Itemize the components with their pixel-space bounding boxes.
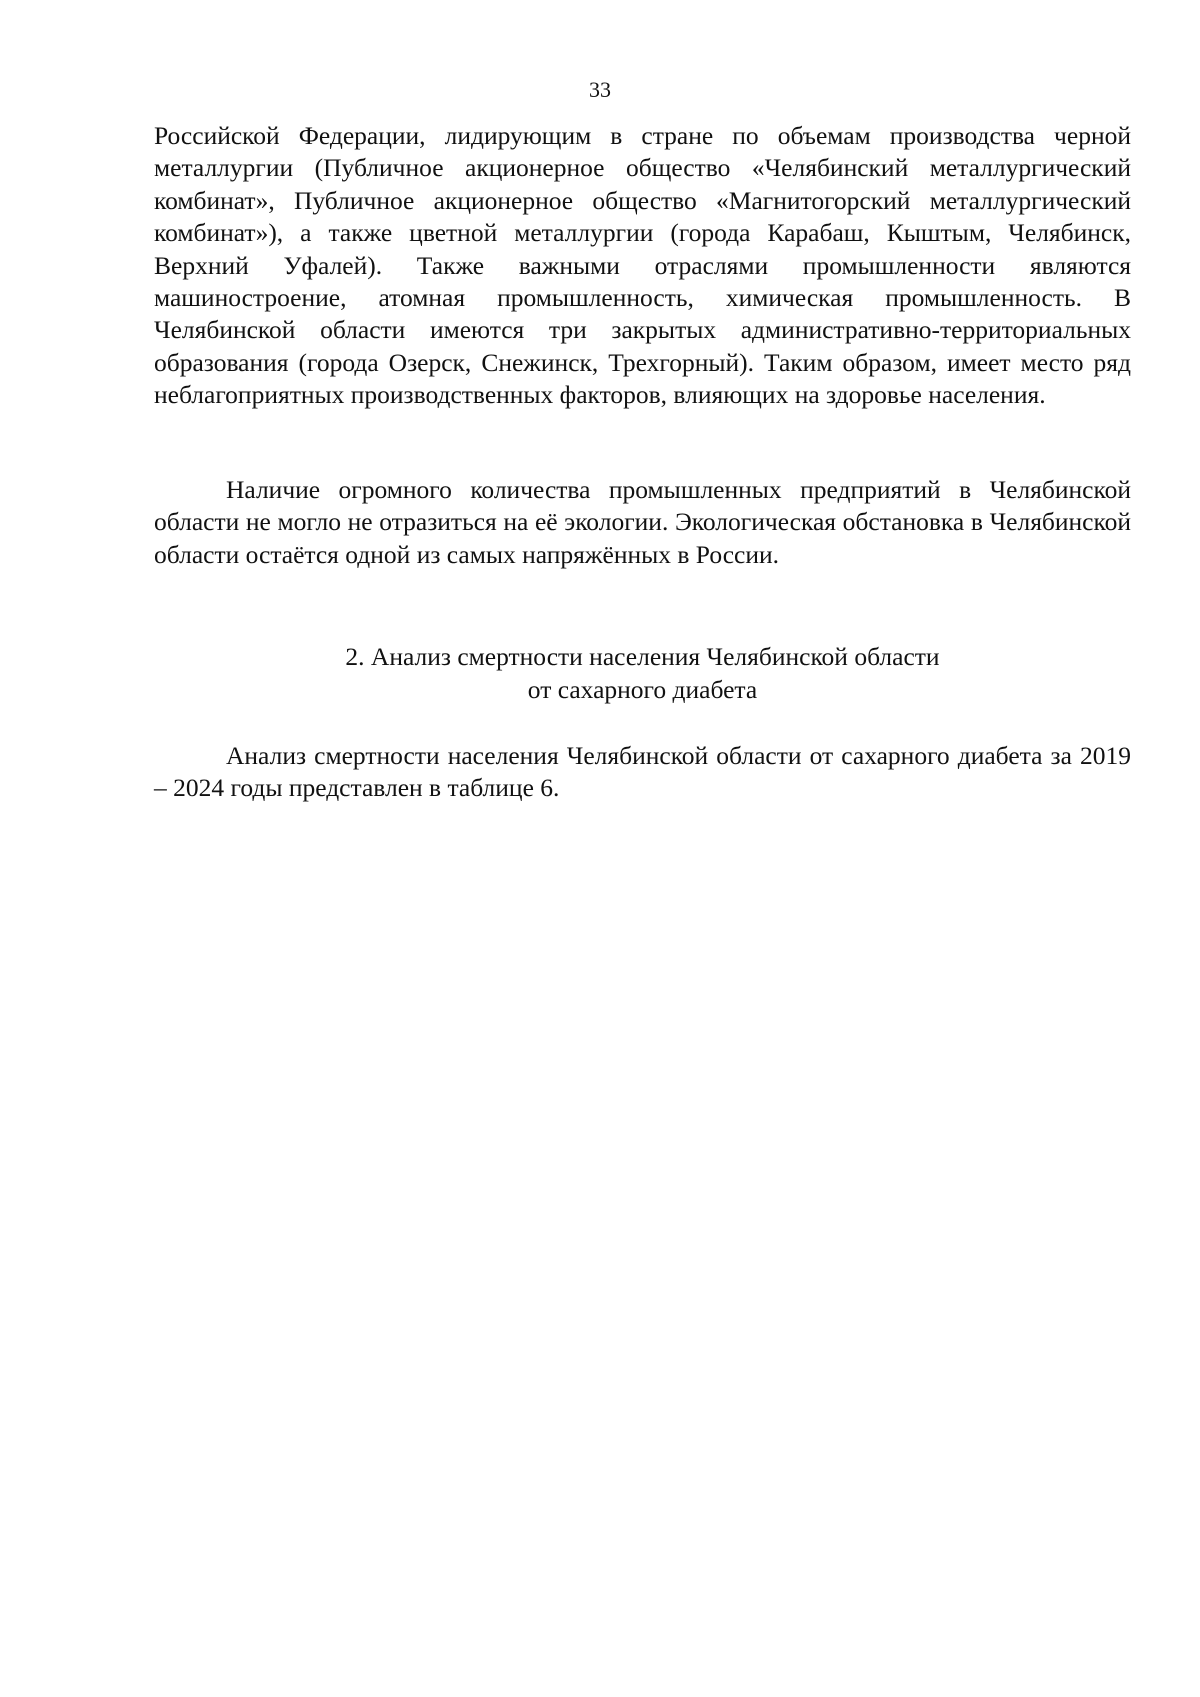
section-heading-line-2: от сахарного диабета — [527, 675, 758, 704]
body-paragraph-ecology: Наличие огромного количества промышленных предприятий в Челябинской области не могло не отразиться на её экологии. Экологическая обстановка в Челябинской области остаётся одной из самых напряжённых в России. — [154, 475, 1131, 569]
section-heading-line-1: 2. Анализ смертности населения Челябинской области — [345, 642, 940, 671]
section-heading — [154, 640, 1131, 706]
section-paragraph: Анализ смертности населения Челябинской области от сахарного диабета за 2019 – 2024 годы представлен в таблице 6. — [154, 741, 1131, 803]
page-number: 33 — [589, 77, 611, 102]
body-paragraph-industry: Российской Федерации, лидирующим в стране по объемам производства черной металлургии (Публичное акционерное общество «Челябинский металлургический комбинат», Публичное акционерное общество «Магнитогорский металлургический комбинат»), а также цветной металлургии (города Карабаш, Кыштым, Челябинск, Верхний Уфалей). Также важными отраслями промышленности являются машиностроение, атомная промышленность, химическая промышленность. В Челябинской области имеются три закрытых административно-территориальных образования (города Озерск, Снежинск, Трехгорный). Таким образом, имеет место ряд неблагоприятных производственных факторов, влияющих на здоровье населения. — [154, 121, 1131, 410]
